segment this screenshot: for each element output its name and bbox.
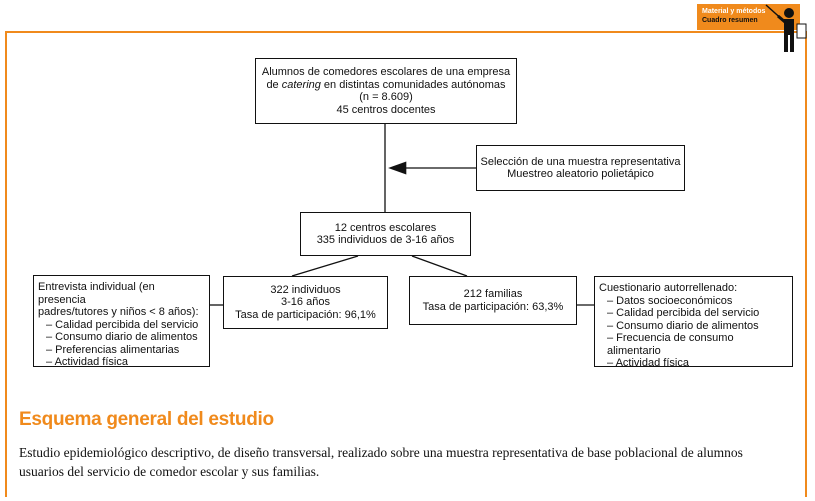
interview-box	[33, 275, 210, 367]
interview-item: – Consumo diario de alimentos	[46, 331, 198, 343]
individuals-rate: Tasa de participación: 96,1%	[235, 308, 376, 321]
population-box	[255, 58, 517, 124]
schools-to-families-line	[412, 256, 467, 276]
schools-line-2: 335 individuos de 3-16 años	[316, 234, 455, 246]
population-line-1: Alumnos de comedores escolares de una empresa	[261, 66, 511, 78]
population-count: (n = 8.609)	[359, 91, 413, 103]
population-line-2: de catering en distintas comunidades autónomas	[266, 78, 506, 91]
families-line-1: 212 familias	[463, 288, 523, 300]
families-rate: Tasa de participación: 63,3%	[422, 300, 564, 313]
selection-line-2: Muestreo aleatorio polietápico	[507, 168, 654, 180]
schools-to-individuals-line	[292, 256, 358, 276]
questionnaire-item: – Datos socioeconómicos	[607, 294, 733, 307]
schools-box	[300, 212, 471, 256]
individuals-line-2: 3-16 años	[281, 296, 330, 309]
questionnaire-box	[594, 276, 793, 367]
interview-item: – Preferencias alimentarias	[46, 343, 180, 356]
interview-line-2: padres/tutores y niños < 8 años):	[38, 306, 199, 318]
schools-line-1: 12 centros escolares	[334, 221, 437, 234]
figure-description: Estudio epidemiológico descriptivo, de diseño transversal, realizado sobre una muestra representativa de base poblacional de alumnos usuarios del servicio de comedor escolar y sus familias.	[19, 445, 743, 479]
individuals-box	[223, 276, 388, 329]
interview-item: – Calidad percibida del servicio	[46, 318, 199, 331]
population-centers: 45 centros docentes	[336, 103, 436, 116]
interview-line-1: Entrevista individual (en presencia	[38, 281, 155, 306]
selection-box	[476, 145, 685, 191]
questionnaire-item: – Actividad física	[607, 357, 689, 369]
figure-title: Esquema general del estudio	[19, 409, 274, 430]
questionnaire-line-1: Cuestionario autorrellenado:	[599, 282, 738, 294]
families-box	[409, 276, 577, 325]
questionnaire-item: – Frecuencia de consumo alimentario	[607, 332, 734, 357]
interview-item: – Actividad física	[46, 356, 128, 368]
selection-line-1: Selección de una muestra representativa	[480, 155, 681, 168]
badge-line-1: Material y métodos	[702, 8, 766, 15]
badge-line-2: Cuadro resumen	[702, 17, 758, 24]
questionnaire-item: – Calidad percibida del servicio	[607, 307, 760, 319]
individuals-line-1: 322 individuos	[270, 283, 341, 296]
questionnaire-item: – Consumo diario de alimentos	[607, 319, 759, 332]
